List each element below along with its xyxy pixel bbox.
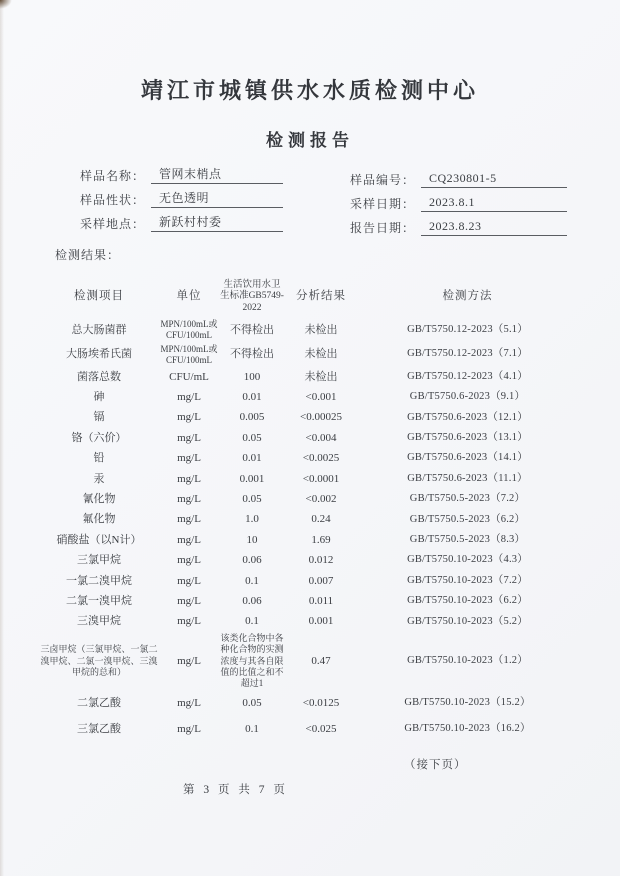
sample-name-label: 样品名称：: [80, 169, 146, 183]
cell-result: 未检出: [304, 370, 338, 383]
cell-method: GB/T5750.10-2023（5.2）: [407, 615, 528, 627]
cell-method: GB/T5750.10-2023（6.2）: [407, 595, 528, 607]
cell-standard: 不得检出: [230, 323, 274, 336]
table-row: [40, 571, 577, 591]
cell-unit: mg/L: [177, 452, 201, 465]
scan-corner-artifact: [0, 0, 12, 9]
cell-item: 镉: [93, 411, 105, 424]
cell-result: <0.004: [305, 431, 337, 444]
continued-note: （接下页）: [404, 759, 467, 771]
sample-number-value: CQ230801-5: [421, 171, 567, 188]
table-row: [40, 428, 577, 448]
results-rows: [40, 318, 577, 742]
cell-unit: mg/L: [177, 554, 201, 567]
sample-character-label: 样品性状：: [80, 193, 146, 207]
cell-unit: mg/L: [177, 574, 201, 587]
table-row: [40, 343, 577, 368]
cell-item: 三溴甲烷: [77, 615, 121, 628]
cell-unit: mg/L: [177, 654, 201, 667]
sampling-site-row: [80, 215, 283, 232]
sample-number-label: 样品编号：: [350, 173, 416, 187]
cell-method: GB/T5750.10-2023（7.2）: [407, 574, 528, 586]
cell-method: GB/T5750.10-2023（15.2）: [404, 697, 531, 709]
sample-character-row: [80, 191, 283, 208]
table-row: [40, 387, 577, 407]
cell-standard: 0.1: [245, 722, 259, 735]
cell-item: 三氯乙酸: [77, 722, 121, 735]
cell-item: 汞: [93, 472, 105, 485]
table-row: [40, 469, 577, 489]
table-row: [40, 551, 577, 571]
table-row: [40, 716, 577, 742]
cell-item: 硝酸盐（以N计）: [56, 533, 142, 546]
report-date-row: [350, 219, 567, 236]
cell-standard: 0.05: [242, 696, 262, 709]
cell-result: 0.007: [308, 574, 334, 587]
cell-result: <0.025: [305, 722, 337, 735]
cell-item: 二氯乙酸: [77, 696, 121, 709]
cell-result: 0.47: [311, 654, 331, 667]
cell-unit: mg/L: [177, 513, 201, 526]
table-row: [40, 489, 577, 509]
cell-result: <0.00025: [300, 411, 342, 424]
table-row: [40, 449, 577, 469]
cell-standard: 0.05: [242, 492, 262, 505]
cell-standard: 0.05: [242, 431, 262, 444]
cell-standard: 0.1: [245, 574, 259, 587]
sample-name-value: 管网末梢点: [151, 165, 283, 184]
cell-item: 菌落总数: [77, 370, 121, 383]
cell-item: 三氯甲烷: [77, 554, 121, 567]
cell-item: 砷: [93, 390, 105, 403]
cell-method: GB/T5750.12-2023（7.1）: [407, 348, 528, 360]
cell-standard: 0.06: [242, 554, 262, 567]
cell-result: 0.001: [308, 615, 334, 628]
sample-name-row: [80, 167, 283, 184]
cell-method: GB/T5750.6-2023（9.1）: [409, 391, 526, 403]
header-unit: 单位: [176, 290, 202, 303]
cell-method: GB/T5750.10-2023（4.3）: [407, 554, 528, 566]
cell-standard: 0.001: [239, 472, 265, 485]
page-number-footer: 第 3 页 共 7 页: [183, 784, 288, 796]
sample-info-left: [80, 167, 283, 239]
results-section-label: 检测结果：: [55, 248, 121, 262]
report-date-label: 报告日期：: [350, 221, 416, 235]
cell-unit: mg/L: [177, 722, 201, 735]
cell-standard: 0.01: [242, 452, 262, 465]
cell-result: 0.24: [311, 513, 331, 526]
sample-character-value: 无色透明: [151, 189, 283, 208]
cell-unit: mg/L: [177, 594, 201, 607]
cell-method: GB/T5750.5-2023（7.2）: [409, 493, 526, 505]
report-subtitle: 检测报告: [266, 131, 354, 150]
cell-result: 0.011: [308, 594, 334, 607]
cell-standard: 不得检出: [230, 348, 274, 361]
cell-standard: 0.06: [242, 594, 262, 607]
cell-unit: mg/L: [177, 390, 201, 403]
cell-unit: CFU/mL: [169, 370, 209, 383]
cell-item: 铬（六价）: [71, 431, 127, 444]
cell-method: GB/T5750.6-2023（14.1）: [407, 452, 528, 464]
table-row: [40, 632, 577, 690]
table-row: [40, 367, 577, 387]
cell-unit: mg/L: [177, 472, 201, 485]
cell-unit: mg/L: [177, 615, 201, 628]
cell-standard: 10: [246, 533, 258, 546]
cell-result: <0.0025: [302, 452, 340, 465]
cell-standard: 1.0: [245, 513, 259, 526]
table-row: [40, 530, 577, 550]
cell-method: GB/T5750.5-2023（8.3）: [409, 534, 526, 546]
cell-method: GB/T5750.12-2023（4.1）: [407, 370, 528, 382]
cell-method: GB/T5750.5-2023（6.2）: [409, 513, 526, 525]
sampling-date-row: [350, 195, 567, 212]
cell-standard: 100: [243, 370, 261, 383]
cell-result: 0.012: [308, 554, 334, 567]
cell-standard: 0.1: [245, 615, 259, 628]
sampling-site-value: 新跃村村委: [151, 213, 283, 232]
report-date-value: 2023.8.23: [421, 219, 567, 236]
results-table: [40, 276, 577, 742]
table-row: [40, 690, 577, 716]
sampling-site-label: 采样地点：: [80, 217, 146, 231]
sample-info-right: [350, 171, 567, 243]
cell-item: 三卤甲烷（三氯甲烷、一氯二溴甲烷、二氯一溴甲烷、三溴甲烷的总和）: [40, 644, 158, 677]
cell-method: GB/T5750.6-2023（11.1）: [407, 472, 528, 484]
page-title: 靖江市城镇供水水质检测中心: [140, 78, 479, 103]
cell-method: GB/T5750.10-2023（16.2）: [404, 723, 531, 735]
cell-unit: mg/L: [177, 431, 201, 444]
cell-standard: 0.005: [239, 411, 265, 424]
cell-unit: mg/L: [177, 696, 201, 709]
cell-result: <0.0125: [302, 696, 340, 709]
cell-method: GB/T5750.10-2023（1.2）: [407, 654, 528, 666]
cell-item: 大肠埃希氏菌: [66, 348, 132, 361]
cell-result: <0.001: [305, 390, 337, 403]
sample-number-row: [350, 171, 567, 188]
cell-item: 总大肠菌群: [71, 323, 127, 336]
cell-method: GB/T5750.6-2023（12.1）: [407, 411, 528, 423]
table-row: [40, 510, 577, 530]
cell-standard: 0.01: [242, 390, 262, 403]
cell-unit: mg/L: [177, 411, 201, 424]
header-result: 分析结果: [296, 290, 346, 303]
table-row: [40, 591, 577, 611]
cell-item: 一氯二溴甲烷: [66, 574, 132, 587]
header-item: 检测项目: [74, 290, 124, 303]
cell-unit: mg/L: [177, 533, 201, 546]
cell-unit: MPN/100mL或CFU/100mL: [160, 343, 218, 365]
sampling-date-value: 2023.8.1: [421, 195, 567, 212]
table-row: [40, 408, 577, 428]
table-header-row: [40, 276, 577, 318]
cell-result: 未检出: [304, 323, 338, 336]
cell-standard: 该类化合物中各种化合物的实测浓度与其各自限值的比值之和不超过1: [220, 633, 284, 689]
cell-unit: mg/L: [177, 492, 201, 505]
header-standard: 生活饮用水卫生标准GB5749-2022: [220, 279, 284, 313]
sampling-date-label: 采样日期：: [350, 197, 416, 211]
cell-result: 未检出: [304, 348, 338, 361]
table-row: [40, 612, 577, 632]
cell-item: 铅: [93, 452, 105, 465]
cell-result: 1.69: [311, 533, 331, 546]
table-row: [40, 318, 577, 343]
cell-item: 氟化物: [82, 513, 116, 526]
cell-method: GB/T5750.6-2023（13.1）: [407, 432, 528, 444]
cell-item: 氰化物: [82, 492, 116, 505]
header-method: 检测方法: [442, 290, 493, 303]
cell-method: GB/T5750.12-2023（5.1）: [407, 323, 528, 335]
cell-result: <0.0001: [302, 472, 340, 485]
cell-unit: MPN/100mL或CFU/100mL: [160, 319, 218, 341]
cell-item: 二氯一溴甲烷: [66, 594, 132, 607]
cell-result: <0.002: [305, 492, 337, 505]
